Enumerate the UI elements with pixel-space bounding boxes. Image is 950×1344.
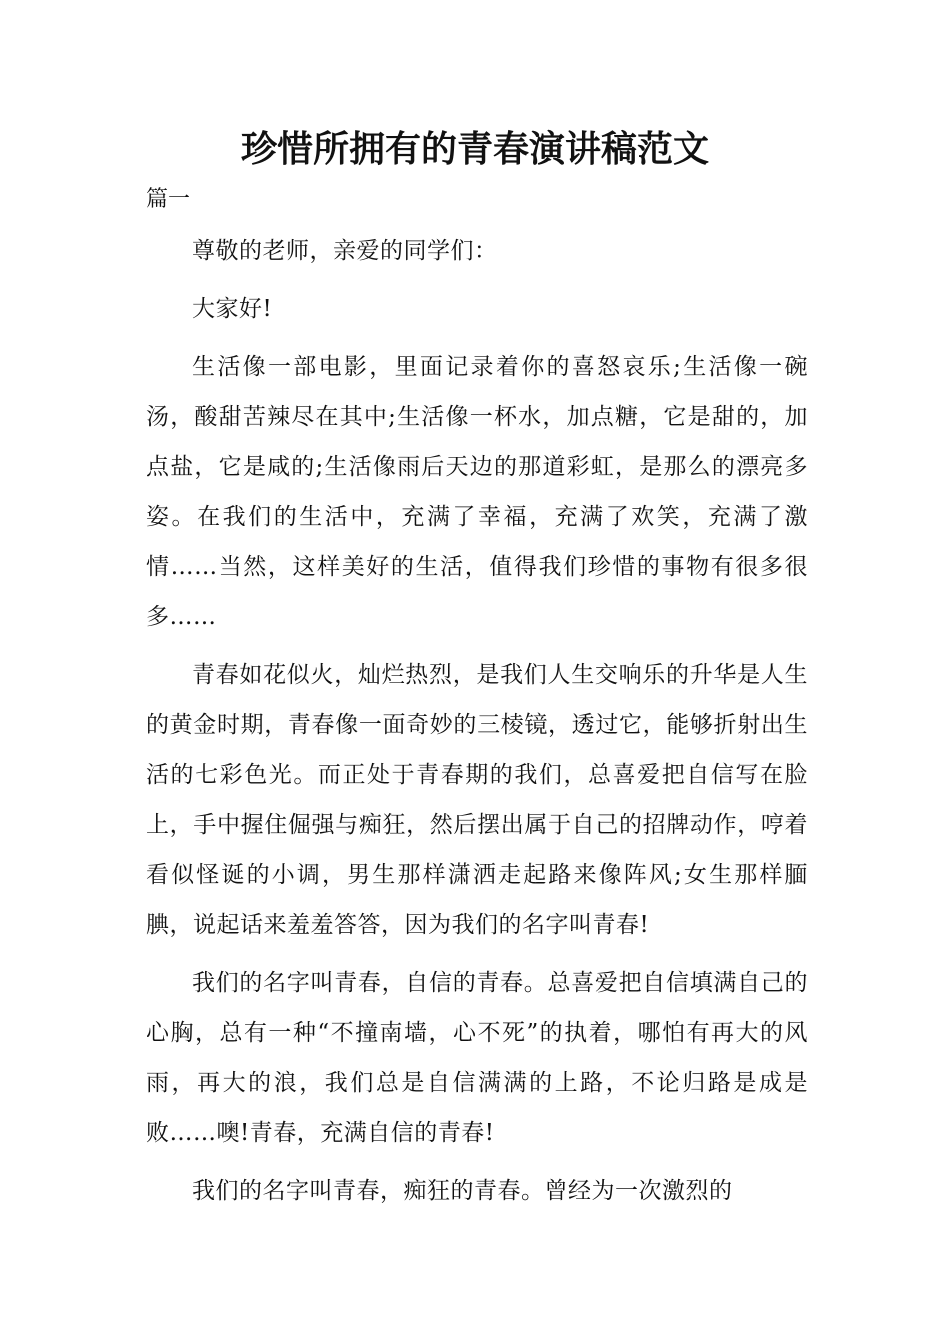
- document-title: 珍惜所拥有的青春演讲稿范文: [240, 129, 709, 170]
- paragraph: 生活像一部电影，里面记录着你的喜怒哀乐;生活像一碗汤，酸甜苦辣尽在其中;生活像一杯水，加点糖，它是甜的，加点盐，它是咸的;生活像雨后天边的那道彩虹，是那么的漂亮多姿。在我们的生活中，充满了幸福，充满了欢笑，充满了激情……当然，这样美好的生活，值得我们珍惜的事物有很多很多……: [146, 354, 808, 630]
- paragraph: 我们的名字叫青春，痴狂的青春。曾经为一次激烈的: [192, 1178, 733, 1204]
- section-label: 篇一: [146, 187, 191, 212]
- paragraph: 青春如花似火，灿烂热烈，是我们人生交响乐的升华是人生的黄金时期，青春像一面奇妙的三棱镜，透过它，能够折射出生活的七彩色光。而正处于青春期的我们，总喜爱把自信写在脸上，手中握住倔强与痴狂，然后摆出属于自己的招牌动作，哼着看似怪诞的小调，男生那样潇洒走起路来像阵风;女生那样腼腆，说起话来羞羞答答，因为我们的名字叫青春!: [146, 662, 808, 938]
- document-body: [146, 226, 808, 1224]
- paragraph-salutation: 尊敬的老师，亲爱的同学们：: [192, 238, 498, 264]
- paragraph-greeting: 大家好!: [192, 296, 273, 322]
- paragraph: 我们的名字叫青春，自信的青春。总喜爱把自信填满自己的心胸，总有一种“不撞南墙，心不死”的执着，哪怕有再大的风雨，再大的浪，我们总是自信满满的上路，不论归路是成是败……噢!青春，充满自信的青春!: [146, 970, 808, 1146]
